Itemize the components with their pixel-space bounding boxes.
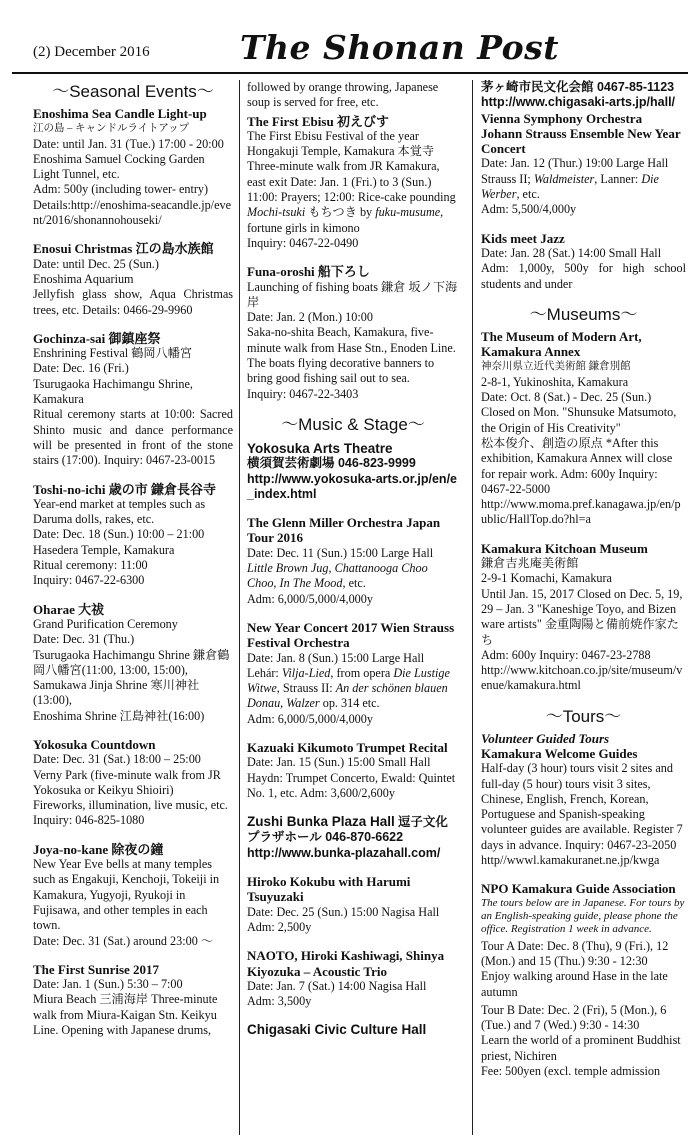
event-text: Inquiry: 0467-22-3403 [247, 386, 359, 401]
event-link[interactable]: Details:http://enoshima-seacandle.jp/event/2016/shonannohouseki/ [33, 197, 231, 228]
event-japanese: 御鎮座祭 [108, 330, 161, 346]
header [0, 0, 700, 74]
concert-text: , from opera [330, 665, 394, 680]
event-text: Date: until Jan. 31 (Tue.) 17:00 - 20:00 [33, 136, 224, 151]
event-japanese: 江の島 – キャンドルライトアップ [33, 123, 190, 135]
museum-japanese: 鎌倉吉兆庵美術館 [481, 556, 579, 571]
event-item [33, 482, 233, 589]
event-text: Grand Purification Ceremony [33, 616, 178, 631]
event-item [33, 331, 233, 469]
concert-text: Strauss II; [481, 171, 534, 186]
venue-item [247, 814, 459, 861]
event-text: Adm: 500y (including tower- entry) [33, 182, 209, 197]
museum-link[interactable]: http://www.moma.pref.kanagawa.jp/en/public/HallTop.do?hl=a [481, 497, 681, 527]
event-japanese: もちつき by [308, 205, 373, 220]
museum-text: 2-9-1 Komachi, Kamakura [481, 571, 612, 586]
event-japanese: 江の島水族館 [135, 241, 214, 257]
concert-title: Hiroko Kokubu with Harumi Tsuyuzaki [247, 874, 411, 905]
concert-text: Little Brown Jug, Chattanooga Choo Choo, In The Mood [247, 561, 428, 591]
concert-text: Adm: 5,500/4,000y [481, 202, 577, 217]
concert-item [247, 740, 459, 801]
event-text: Launching of fishing boats 鎌倉 坂ノ下海岸 [247, 279, 458, 309]
event-title: Yokosuka Countdown [33, 736, 156, 752]
event-text: Hongakuji Temple, Kamakura 本覚寺 [247, 144, 435, 159]
museum-text: Until Jan. 15, 2017 Closed on Dec. 5, 19, 29 – Jan. 3 "Kaneshige Toyo, and Bizen ware artists" 金重陶陽と備前焼作家たち [481, 586, 683, 647]
event-item [33, 241, 233, 317]
column-events-music [247, 80, 459, 1038]
event-text: New Year Eve bells at many temples such as Engakuji, Kenchoji, Tokeiji in Kamakura, Yugyoji, Ryukoji in Fujisawa, and other temples in each town. [33, 857, 220, 933]
concert-text: Date: Jan. 28 (Sat.) 14:00 Small Hall [481, 245, 662, 260]
concert-title: Kazuaki Kikumoto Trumpet Recital [247, 739, 448, 755]
event-text: Date: Dec. 31 (Sat.) around 23:00 ～ [33, 933, 214, 948]
tour-item [481, 881, 686, 1079]
event-title: Funa-oroshi [247, 264, 315, 280]
event-text: Date: Dec. 18 (Sun.) 10:00 – 21:00 [33, 527, 205, 542]
venue-name: Yokosuka Arts Theatre [247, 440, 393, 456]
museum-text: Adm: 600y Inquiry: 0467-23-2788 [481, 647, 651, 662]
event-text: Three-minute walk from JR Kamakura, east exit Date: Jan. 1 (Fri.) to 3 (Sun.) [247, 159, 440, 189]
column-divider [472, 80, 473, 1135]
venue-link[interactable]: http://www.bunka-plazahall.com/ [247, 845, 441, 860]
tour-text: Fee: 500yen (excl. temple admission [481, 1064, 661, 1079]
museum-title: Kamakura Kitchoan Museum [481, 540, 648, 556]
event-text: Inquiry: 046-825-1080 [33, 813, 145, 828]
event-text: Saka-no-shita Beach, Kamakura, five-minute walk from Hase Stn., Enoden Line. The boats flying decorative banners to bring good fishing sail out to sea. [247, 325, 456, 386]
event-text: Samukawa Jinja Shrine 寒川神社 (13:00), [33, 678, 200, 708]
tour-text: Half-day (3 hour) tours visit 2 sites and full-day (5 hour) tours visit 3 sites, Chinese, English, French, Korean, Portuguese and Spanish-speaking volunteer guides are available. Register 7 days in advance. Inquiry: 0467-23-2050 [481, 761, 683, 852]
concert-text: Adm: 6,000/5,000/4,000y [247, 711, 373, 726]
event-text: Date: Jan. 1 (Sun.) 5:30 – 7:00 [33, 977, 183, 992]
event-title: The First Ebisu [247, 113, 334, 129]
tour-text: Tour B Date: Dec. 2 (Fri), 5 (Mon.), 6 (Tue.) and 7 (Wed.) 9:30 - 14:30 [481, 1002, 667, 1033]
museum-link[interactable]: http://www.kitchoan.co.jp/site/museum/venue/kamakura.html [481, 663, 683, 693]
event-text: Verny Park (five-minute walk from JR Yokosuka or Keikyu Shioiri) [33, 767, 221, 797]
concert-text: Vilja-Lied [281, 665, 331, 680]
concert-text: Waldmeister [533, 171, 595, 186]
concert-text: An der schönen blauen Donau, Walzer [247, 681, 448, 711]
event-text: Date: until Dec. 25 (Sun.) [33, 256, 159, 271]
event-text: Enoshima Aquarium [33, 271, 134, 286]
section-heading-museums: ～Museums～ [529, 304, 638, 324]
event-text: The First Ebisu Festival of the year [247, 128, 419, 143]
venue-phone: 茅ヶ崎市民文化会館 0467-85-1123 [481, 80, 675, 94]
event-text: Year-end market at temples such as Daruma dolls, rakes, etc. [33, 496, 206, 527]
event-item [33, 737, 233, 829]
concert-text: , etc. [342, 576, 366, 591]
tour-text: Tour A Date: Dec. 8 (Thu), 9 (Fri.), 12 (Mon.) and 15 (Thu.) 9:30 - 12:30 [481, 938, 669, 968]
event-text: Jellyfish glass show, Aqua Christmas trees, etc. Details: 0466-29-9960 [33, 287, 233, 317]
concert-item [247, 948, 459, 1009]
museum-item [481, 541, 686, 694]
event-text: Ritual ceremony starts at 10:00: Sacred Shinto music and dance performance will be presented in front of the stone stairs (17:00). Inquiry: 0467-23-0015 [33, 407, 233, 468]
event-text: Enoshima Shrine 江島神社(16:00) [33, 708, 205, 723]
concert-text: Date: Jan. 12 (Thur.) 19:00 Large Hall [481, 156, 669, 171]
issue-date: (2) December 2016 [33, 44, 150, 60]
column-music-museums-tours [481, 80, 686, 1092]
venue-name: Zushi Bunka Plaza Hall [247, 814, 395, 830]
event-title: Gochinza-sai [33, 330, 106, 346]
event-text: Fireworks, illumination, live music, etc. [33, 798, 228, 813]
concert-text: Adm: 3,500y [247, 994, 312, 1009]
event-text: Inquiry: 0467-22-0490 [247, 235, 359, 250]
museum-title: The Museum of Modern Art, Kamakura Annex [481, 328, 642, 360]
event-item [33, 962, 233, 1038]
concert-text: Haydn: Trumpet Concerto, Ewald: Quintet No. 1, etc. Adm: 3,600/2,600y [247, 770, 456, 800]
concert-text: , etc. [516, 187, 540, 202]
event-text: Tsurugaoka Hachimangu Shrine 鎌倉鶴岡八幡宮(11:00, 13:00, 15:00), [33, 647, 230, 677]
tour-title: Kamakura Welcome Guides [481, 745, 638, 761]
museum-japanese: 神奈川県立近代美術館 鎌倉別館 [481, 361, 631, 373]
concert-item [247, 620, 459, 727]
event-title: Enosui Christmas [33, 241, 133, 257]
museum-text: 2-8-1, Yukinoshita, Kamakura [481, 374, 629, 389]
venue-name: Chigasaki Civic Culture Hall [247, 1022, 427, 1038]
concert-text: Die Werber [481, 171, 659, 202]
concert-text: Adm: 2,500y [247, 919, 312, 934]
section-heading-seasonal: ～Seasonal Events～ [52, 82, 214, 101]
event-text: fuku-musume [375, 205, 441, 220]
concert-text: Die Lustige Witwe [247, 665, 450, 696]
event-text: Date: Dec. 16 (Fri.) [33, 361, 129, 376]
event-item [247, 264, 459, 402]
event-text: Inquiry: 0467-22-6300 [33, 573, 145, 588]
concert-text: Lehár: [247, 665, 282, 680]
venue-phone: 逗子文化プラザホール 046-870-6622 [247, 815, 448, 845]
venue-link[interactable]: http://www.yokosuka-arts.or.jp/en/e_index.html [247, 471, 457, 501]
concert-title: NAOTO, Hiroki Kashiwagi, Shinya Kiyozuka – Acoustic Trio [247, 948, 445, 979]
column-seasonal-events [33, 80, 233, 1051]
event-text: followed by orange throwing, Japanese soup is served for free, etc. [247, 80, 439, 110]
concert-title: Kids meet Jazz [481, 230, 565, 246]
column-divider [239, 80, 240, 1135]
concert-text: Date: Dec. 11 (Sun.) 15:00 Large Hall [247, 545, 434, 560]
museum-text: Closed on Mon. "Shunsuke Matsumoto, the Origin of His Creativity" [481, 405, 677, 435]
event-title: Oharae [33, 601, 75, 617]
venue-item [247, 441, 459, 502]
concert-title: Vienna Symphony Orchestra Johann Strauss Ensemble New Year Concert [481, 110, 681, 157]
tour-item [481, 731, 686, 869]
tour-category: Volunteer Guided Tours [481, 730, 610, 746]
event-text: Enshrining Festival [33, 346, 129, 361]
event-japanese: 歳の市 鎌倉長谷寺 [108, 481, 217, 497]
event-title: Joya-no-kane [33, 841, 109, 857]
concert-text: Adm: 1,000y, 500y for high school students and under [481, 261, 686, 291]
concert-title: The Glenn Miller Orchestra Japan Tour 2016 [247, 515, 441, 546]
event-item [33, 106, 233, 228]
event-japanese: 鶴岡八幡宮 [131, 346, 193, 361]
concert-title: New Year Concert 2017 Wien Strauss Festival Orchestra [247, 619, 455, 651]
concert-item [247, 515, 459, 607]
concert-text: op. 314 etc. [319, 696, 380, 711]
concert-text: , Strauss II: [276, 681, 336, 696]
event-item [247, 114, 459, 252]
venue-link[interactable]: http://www.chigasaki-arts.jp/hall/ [481, 95, 676, 110]
tour-text: Enjoy walking around Hase in the late autumn [481, 969, 668, 999]
header-rule [12, 72, 688, 74]
tour-title: NPO Kamakura Guide Association [481, 881, 676, 897]
concert-text: Date: Jan. 15 (Sun.) 15:00 Small Hall [247, 755, 431, 770]
event-item [33, 602, 233, 724]
tour-text: Learn the world of a prominent Buddhist priest, Nichiren [481, 1033, 681, 1063]
venue-item [481, 80, 686, 218]
event-item [247, 80, 459, 111]
event-text: Date: Dec. 31 (Thu.) [33, 632, 135, 647]
event-japanese: 大祓 [78, 601, 105, 617]
event-text: Hasedera Temple, Kamakura [33, 542, 175, 557]
concert-text: Date: Jan. 8 (Sun.) 15:00 Large Hall [247, 650, 425, 665]
museum-text: 松本俊介、創造の原点 *After this exhibition, Kamakura Annex will close for repair work. Adm: 600y Inquiry: 0467-22-5000 [481, 435, 673, 496]
concert-item [247, 874, 459, 935]
event-text: Tsurugaoka Hachimangu Shrine, Kamakura [33, 376, 193, 407]
concert-text: , Lanner: [594, 171, 642, 186]
museum-item [481, 329, 686, 528]
event-text: Ritual ceremony: 11:00 [33, 558, 148, 573]
concert-text: Adm: 6,000/5,000/4,000y [247, 591, 373, 606]
event-japanese: 船下ろし [317, 264, 370, 280]
event-title: Toshi-no-ichi [33, 481, 106, 497]
event-text: , fortune girls in kimono [247, 205, 444, 235]
event-title: The First Sunrise 2017 [33, 961, 160, 977]
event-text: Date: Jan. 2 (Mon.) 10:00 [247, 310, 373, 325]
event-text: Mochi-tsuki [247, 205, 306, 220]
venue-phone: 横須賀芸術劇場 046-823-9999 [247, 456, 416, 471]
event-text: Date: Dec. 31 (Sat.) 18:00 – 25:00 [33, 752, 201, 767]
tour-note: The tours below are in Japanese. For tours by an English-speaking guide, please phone the office. Registration 1 week in advance. [481, 896, 685, 935]
event-title: Enoshima Sea Candle Light-up [33, 106, 207, 121]
section-heading-music: ～Music & Stage～ [281, 414, 425, 434]
tour-link[interactable]: http//wwwl.kamakuranet.ne.jp/kwga [481, 853, 660, 868]
concert-text: Date: Dec. 25 (Sun.) 15:00 Nagisa Hall [247, 904, 440, 919]
concert-text: Date: Jan. 7 (Sat.) 14:00 Nagisa Hall [247, 978, 427, 993]
museum-text: Date: Oct. 8 (Sat.) - Dec. 25 (Sun.) [481, 390, 652, 405]
event-japanese: 初えびす [336, 113, 389, 129]
event-item [33, 842, 233, 949]
masthead-title: The Shonan Post [240, 28, 559, 67]
event-text: Miura Beach 三浦海岸 Three-minute walk from Miura-Kaigan Stn. Keikyu Line. Opening with Japanese drums, [33, 992, 218, 1038]
event-text: Enoshima Samuel Cocking Garden Light Tunnel, etc. [33, 151, 205, 182]
event-japanese: 除夜の鐘 [111, 841, 164, 857]
concert-item [481, 231, 686, 292]
section-heading-tours: ～Tours～ [545, 706, 622, 726]
event-text: 11:00: Prayers; 12:00: Rice-cake pounding [247, 190, 456, 205]
